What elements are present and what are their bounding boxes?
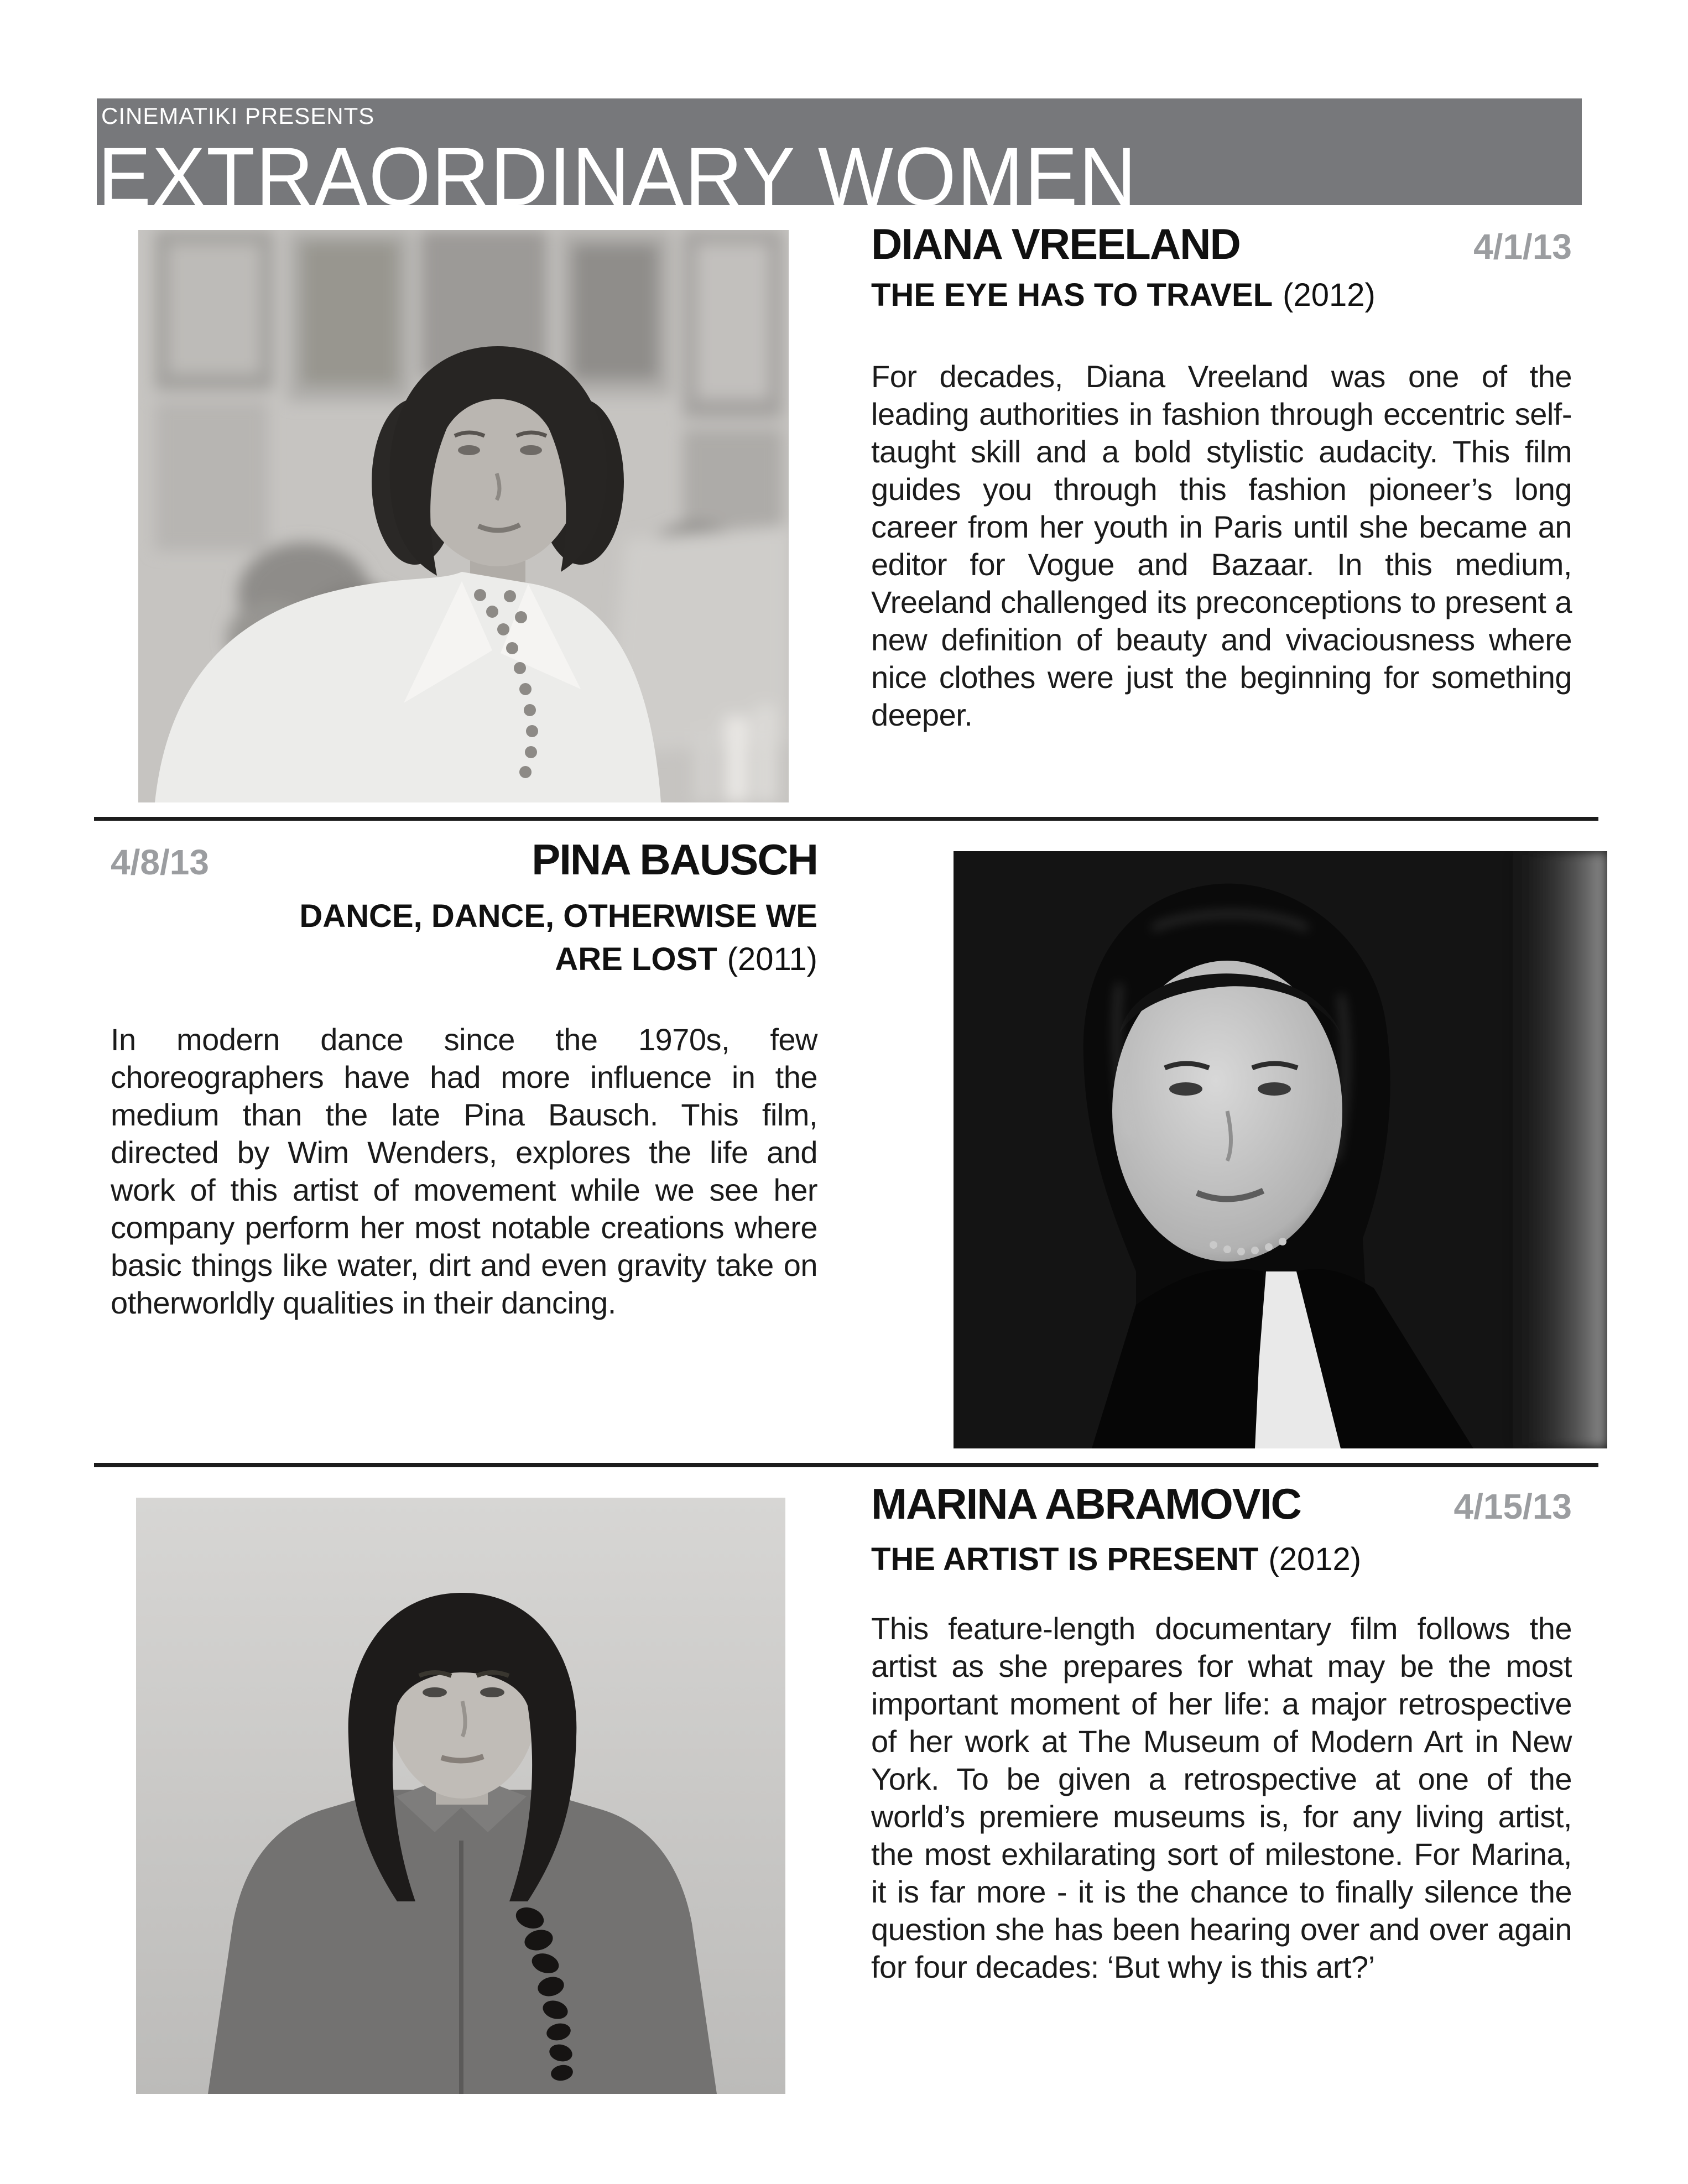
film-section-diana-vreeland [871,210,1572,765]
diana-vreeland-portrait-illustration [138,230,789,802]
film-section-marina-abramovic [871,1471,1572,2017]
film-header [111,835,817,887]
film-year: (2011) [727,941,817,977]
film-person-name: PINA BAUSCH [532,835,817,884]
film-section-pina-bausch [111,824,817,1353]
section-divider [94,1463,1598,1467]
film-description: For decades, Diana Vreeland was one of the leading authorities in fashion through eccentric self-taught skill and a bold stylistic audacity. This film guides you through this fashion pioneer’s long career from her youth in Paris until she became an editor for Vogue and Bazaar. In this medium, Vreeland challenged its preconceptions to present a new definition of beauty and vivaciousness where nice clothes were just the beginning for something deeper. [871,359,1572,732]
marina-abramovic-portrait-illustration [136,1498,785,2094]
film-title-line1: DANCE, DANCE, OTHERWISE WE [299,898,817,934]
presenter-kicker: CINEMATIKI PRESENTS [101,103,375,129]
film-person-name: MARINA ABRAMOVIC [871,1479,1301,1528]
section-divider [94,817,1598,821]
film-title-line2 [871,1540,1572,1579]
film-header [871,1479,1572,1531]
film-title [111,895,817,981]
screening-date: 4/15/13 [1453,1487,1572,1526]
film-title [871,1540,1572,1579]
film-description: This feature-length documentary film follows the artist as she prepares for what may be the most important moment of her life: a major retrospective of her work at The Museum of Modern Art in New York. To be given a retrospective at one of the world’s premiere museums is, for any living artist, the most exhilarating sort of milestone. For Marina, it is far more - it is the chance to finally silence the question she has been hearing over and over again for four decades: ‘But why is this art?’ [871,1611,1572,1984]
film-person-name: DIANA VREELAND [871,220,1240,268]
film-header [871,219,1572,272]
film-description: In modern dance since the 1970s, few choreographers have had more influence in the medium than the late Pina Bausch. This film, directed by Wim Wenders, explores the life and work of this artist of movement while we see her company perform her most notable creations where basic things like water, dirt and even gravity take on otherworldly qualities in their dancing. [111,1022,817,1320]
film-year: (2012) [1268,1541,1362,1577]
film-title-line2 [111,938,817,981]
diana-vreeland-photo [138,230,789,802]
film-title-line2 [871,276,1572,315]
film-title-text: THE ARTIST IS PRESENT [871,1541,1259,1577]
screening-date: 4/8/13 [111,842,209,882]
film-year: (2012) [1283,277,1376,313]
film-title-text: THE EYE HAS TO TRAVEL [871,277,1273,313]
film-title-text: ARE LOST [555,941,717,977]
page-title: EXTRAORDINARY WOMEN [98,130,1138,223]
screening-date: 4/1/13 [1473,227,1572,267]
pina-bausch-photo [954,851,1607,1448]
header-bar [97,98,1582,223]
pina-bausch-portrait-illustration [954,851,1607,1448]
marina-abramovic-photo [136,1498,785,2094]
film-title [871,276,1572,315]
